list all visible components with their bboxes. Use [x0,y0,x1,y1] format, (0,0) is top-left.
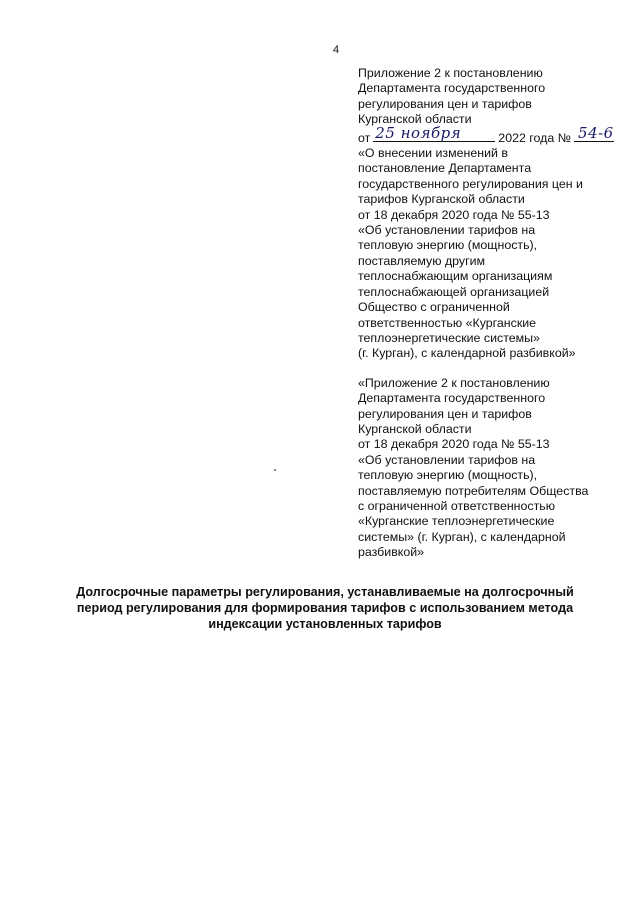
appendix-line: тепловую энергию (мощность), [358,238,538,253]
quoted-appendix-line: «Курганские теплоэнергетические [358,514,555,529]
quoted-appendix-line: «Приложение 2 к постановлению [358,375,550,390]
resolution-date-row [358,124,620,146]
appendix-line: теплоснабжающим организациям [358,269,553,284]
appendix-line: от 18 декабря 2020 года № 55-13 [358,207,550,222]
date-blank [373,124,495,143]
heading-line: Долгосрочные параметры регулирования, устанавливаемые на долгосрочный [76,585,574,599]
appendix-line: Приложение 2 к постановлению [358,66,543,80]
appendix-line: поставляемую другим [358,253,486,268]
date-prefix: от [358,130,371,145]
page-number: 4 [333,44,340,56]
handwritten-date: 25 ноября [375,124,462,143]
heading-line: индексации установленных тарифов [208,617,442,631]
quoted-appendix-line: Курганской области [358,421,472,436]
appendix-line: Общество с ограниченной [358,300,510,315]
appendix-line: тарифов Курганской области [358,192,525,207]
scan-speck [274,469,276,471]
appendix-line: (г. Курган), с календарной разбивкой» [358,346,576,361]
quoted-appendix-line: тепловую энергию (мощность), [358,468,538,483]
appendix-line: «О внесении изменений в [358,146,508,161]
heading-line: период регулирования для формирования тарифов с использованием метода [76,601,574,615]
quoted-appendix-line: с ограниченной ответственностью [358,498,556,513]
quoted-appendix-line: системы» (г. Курган), с календарной [358,529,566,544]
appendix-line: теплоэнергетические системы» [358,330,540,345]
year-text: 2022 года № [498,130,572,145]
quoted-appendix-line: от 18 декабря 2020 года № 55-13 [358,437,550,452]
appendix-block [358,66,620,561]
appendix-line: ответственностью «Курганские [358,315,537,330]
quoted-appendix-line: разбивкой» [358,545,425,560]
handwritten-number: 54-6 [578,124,614,143]
quoted-appendix-line: регулирования цен и тарифов [358,406,532,421]
appendix-line: Департамента государственного [358,81,546,96]
appendix-line: «Об установлении тарифов на [358,223,536,238]
quoted-appendix-line: Департамента государственного [358,391,546,406]
appendix-line: теплоснабжающей организацией [358,284,550,299]
document-heading [60,584,590,632]
appendix-line: регулирования цен и тарифов [358,96,532,111]
quoted-appendix-line: «Об установлении тарифов на [358,452,536,467]
number-blank [574,124,614,143]
appendix-line: Курганской области [358,112,472,127]
paragraph-gap [358,362,620,376]
appendix-line: постановление Департамента [358,161,532,176]
appendix-line: государственного регулирования цен и [358,176,583,191]
quoted-appendix-line: поставляемую потребителям Общества [358,483,589,498]
